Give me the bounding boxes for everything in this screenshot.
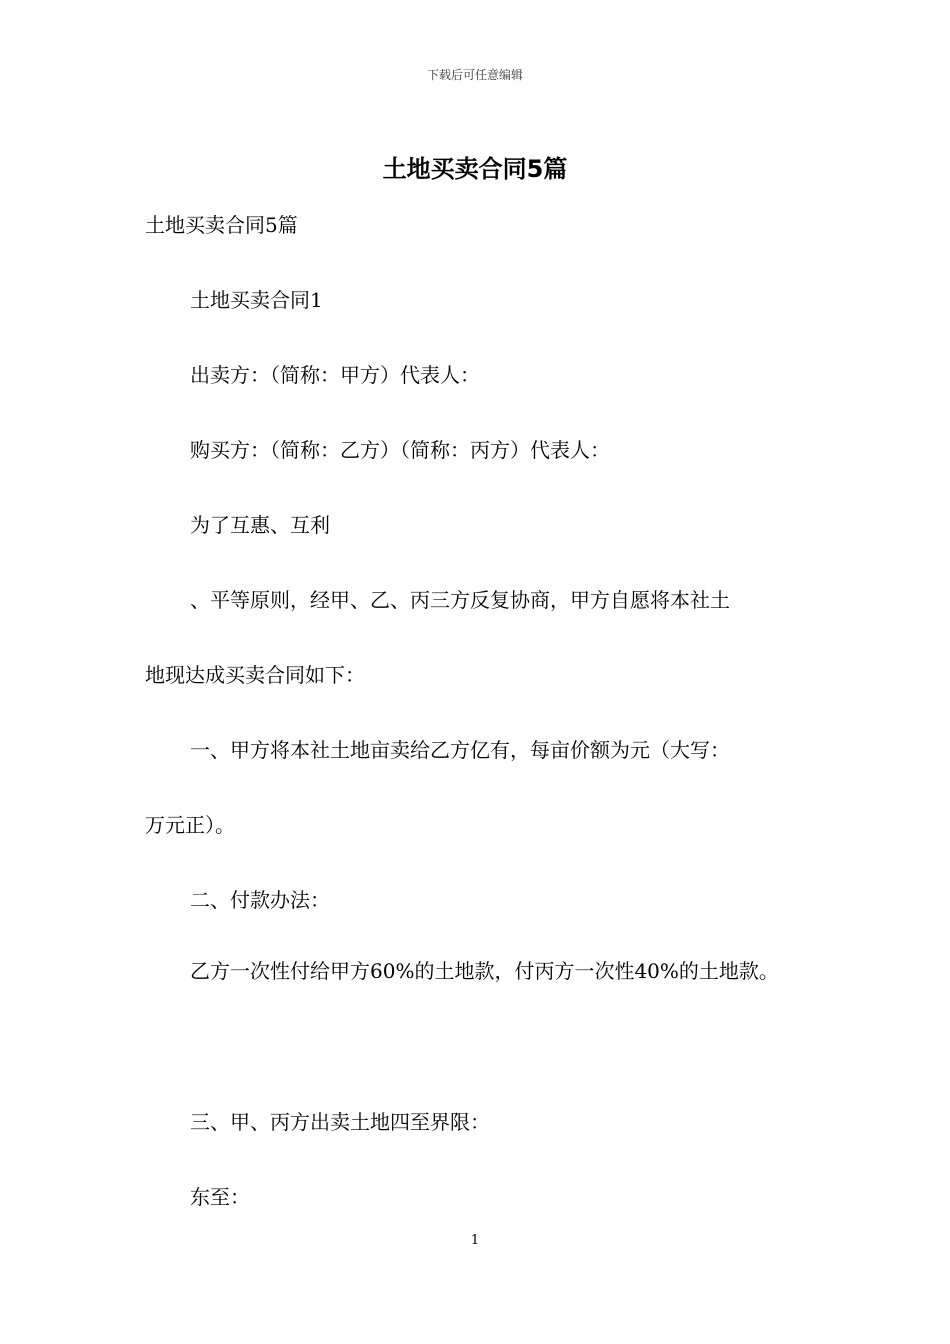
document-title: 土地买卖合同5篇	[382, 155, 568, 183]
paragraph-principle-continued: 地现达成买卖合同如下：	[145, 663, 365, 687]
paragraph-contract-heading: 土地买卖合同1	[190, 288, 323, 312]
paragraph-seller: 出卖方：（简称：甲方）代表人：	[190, 363, 480, 387]
paragraph-subtitle: 土地买卖合同5篇	[145, 213, 298, 237]
paragraph-clause-2: 二、付款办法：	[190, 888, 330, 912]
paragraph-clause-1-continued: 万元正）。	[145, 813, 235, 837]
paragraph-purpose: 为了互惠、互利	[190, 513, 330, 537]
paragraph-payment: 乙方一次性付给甲方60%的土地款，付丙方一次性40%的土地款。	[190, 959, 779, 983]
paragraph-buyer: 购买方：（简称：乙方）（简称：丙方）代表人：	[190, 438, 610, 462]
paragraph-clause-1: 一、甲方将本社土地亩卖给乙方亿有，每亩价额为元（大写：	[190, 738, 730, 762]
header-note: 下载后可任意编辑	[426, 68, 523, 82]
paragraph-clause-3: 三、甲、丙方出卖土地四至界限：	[190, 1110, 490, 1134]
paragraph-east-boundary: 东至：	[190, 1185, 250, 1209]
page-number: 1	[470, 1233, 480, 1248]
paragraph-principle: 、平等原则，经甲、乙、丙三方反复协商，甲方自愿将本社土	[190, 588, 730, 612]
